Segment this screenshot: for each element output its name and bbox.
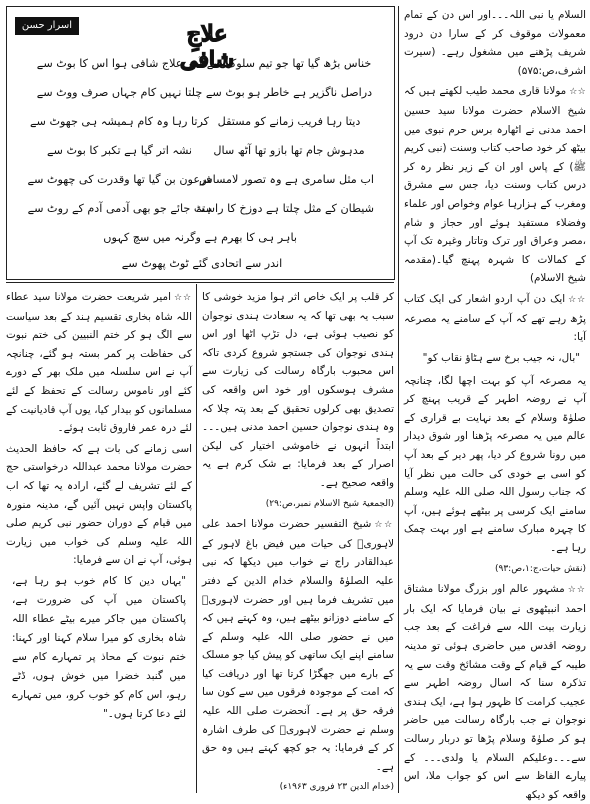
column-divider [196, 284, 197, 793]
reference: (خدام الدین ۲۳ فروری ۱۹۶۳ء) [279, 782, 394, 793]
paragraph [6, 288, 192, 438]
reference: (نقش حیات،ج:۱،ص:۹۳) [494, 563, 586, 574]
paragraph-text: مولانا قاری محمد طیب لکھتے ہیں کہ شیخ الاسلام حضرت مولانا سید حسین احمد مدنی نے اٹھارہ برس حرم نبوی میں بیٹھ کر خود صاحب کتاب وسنت (نبی کریم ﷺ) کے پاس اور ان کے زیر نظر رہ کر درس کتاب وسنت دیا، جس سے مشرق ومغرب کے ہزارہا عوام وخواص اور علماء وفضلاء مستفید ہوئے اور حجاز و شام ،مصر وعراق اور ترک وتاتار وغیرہ تک آپ کے کمالات کا شہرہ پہنچ گیا۔(مقدمہ شیخ الاسلام) [404, 85, 586, 285]
poem-line: دیتا رہا فریب زمانے کو مستقل [217, 115, 361, 128]
poem-closing-line: اندر سے اتحادی گئے ٹوٹ پھوٹ سے [121, 257, 283, 270]
poem-line: شیطان کے مثل چلتا ہے دوزخ کا راستہ [195, 202, 374, 215]
poem-title: علاجِ شافی [180, 21, 234, 73]
poem-line: ہٹ جائے جو بھی آدمی آدم کے روٹ سے [27, 202, 212, 215]
star-icon: ☆☆ [569, 87, 587, 98]
poem-box [6, 6, 395, 280]
poem-line: دراصل ناگزیر ہے خاطر ہو بوٹ سے [205, 86, 373, 99]
paragraph [404, 580, 586, 804]
poem-line: آخر علاج شافی ہوا اس کا بوٹ سے [36, 57, 203, 70]
article-column-left [6, 288, 192, 794]
paragraph: السلام یا نبی اللہ۔۔۔اور اس دن کے تمام معمولات موقوف کر کے سارا دن درود شریف پڑھنے میں مشغول رہے۔ (سیرت اشرف،ص:۵۷۵) [404, 9, 586, 77]
poem-line: فرعون بن گیا تھا وقدرت کی چھوٹ سے [27, 173, 212, 186]
poem-line: چلتا نہیں کام جہاں صرف ووٹ سے [36, 86, 203, 99]
column-divider [398, 6, 399, 793]
article-column-right [404, 6, 587, 801]
paragraph-text: ایک دن آپ اردو اشعار کی ایک کتاب پڑھ رہے تھے کہ آپ کے سامنے یہ مصرعہ آیا: [404, 292, 586, 344]
poem-line: مدہوش جام تھا بازو تھا آٹھ سال [213, 144, 365, 157]
paragraph-text: امیر شریعت حضرت مولانا سید عطاء اللہ شاہ بخاری تقسیم ہند کے بعد سیاست سے الگ ہو کر ختم النبیین کی ختم نبوت کی حفاظت پر کمر بستہ ہو گئے، چنانچہ آپ نے اس سلسلہ میں ملک بھر کے دورے کئے اور ناموس رسالت کے تحفظ کے لئے مسلمانوں کو بیدار کیا، یوں آپ قادیانیت کے لئے درہ عمر فاروق ثابت ہوئے۔ [6, 291, 192, 435]
paragraph: اسی زمانے کی بات ہے کہ حافظ الحدیث حضرت مولانا محمد عبداللہ درخواستی حج کے لئے تشریف لے گئے، ارادہ یہ تھا کہ اب پاکستان واپس نہیں آئیں گے، مدینہ منورہ میں قیام کے دوران حضور نبی کریم صلی اللہ علیہ وسلم کی خواب میں زیارت ہوئی، آپ نے ان سے فرمایا: [6, 442, 192, 567]
reference: (الجمعیۃ شیخ الاسلام نمبر،ص:۲۹) [265, 498, 394, 509]
poem-line: نشہ اتر گیا ہے تکبر کا بوٹ سے [46, 144, 193, 157]
poem-author-badge: اسرار حسن پوری [15, 17, 79, 35]
paragraph-text: مشہور عالم اور بزرگ مولانا مشتاق احمد انبیٹھوی نے بیان فرمایا کہ ایک بار زیارت بیت اللہ سے فراغت کے بعد جب روضہ اقدس میں حاضری ہوئی تو مدینہ طیبہ کے قیام کے وقت مشائخ وقت سے یہ تذکرہ سنا کہ اسال روضہ اطہر سے عجیب کرامت کا ظہور ہوا ہے، ایک ہندی نوجوان نے جب بارگاہ رسالت میں حاضر ہو کر صلوٰۃ وسلام پڑھا تو دربار رسالت سے۔۔۔وعلیکم السلام یا ولدی۔۔۔ کے پیارے الفاظ سے اس کو جواب ملا، اس واقعہ کو دیکھ [404, 583, 586, 801]
paragraph [404, 82, 586, 288]
section-divider [6, 282, 394, 283]
paragraph [404, 290, 586, 347]
paragraph [202, 515, 394, 776]
quoted-verse: "بال، نہ جیب برخ سے ہٹاؤ نقاب کو" [422, 351, 580, 364]
paragraph-text: شیخ التفسیر حضرت مولانا احمد علی لاہوریؒ کی حیات میں فیض باغ لاہور کے عبدالقادر راج نے خواب میں دیکھا کہ نبی علیہ الصلوٰۃ والسلام خدام الدین کے دفتر میں تشریف فرما ہیں اور حضرت لاہوریؒ کے سامنے دوزانو بیٹھے ہیں، وہ کہتے ہیں کہ میں نے حضور صلی اللہ علیہ وسلم کے سامنے اپنے ایک ساتھی کو پیش کیا جو مسلک کے بارے میں جھگڑا کرتا تھا اور دریافت کیا کہ امت کے موجودہ فرقوں میں سے کون سا فرقہ حق پر ہے۔ آنحضرت صلی اللہ علیہ وسلم نے حضرت لاہوریؒ کی طرف اشارہ کر کے فرمایا: یہ جو کچھ کہتے ہیں وہ حق ہے۔ [202, 518, 394, 773]
paragraph: یہ مصرعہ آپ کو بہت اچھا لگا، چنانچہ آپ نے روضہ اطہر کے قریب پہنچ کر صلوٰۃ وسلام کے بعد نہایت بے قراری کے عالم میں یہ مصرعہ پڑھنا اور شوق دیدار میں رونا شروع کر دیا، پھر دیر کے بعد آپ کو اسی بے خودی کی حالت میں نظر آیا کہ جناب رسول اللہ صلی اللہ علیہ وسلم سامنے ایک کرسی پر بیٹھے ہوئے ہیں، آپ کا چہرہ مبارک سامنے ہے اور بہت چمک رہا ہے۔ [404, 374, 586, 555]
poem-line: خناس بڑھ گیا تھا جو تیم سلوک سے [206, 57, 372, 70]
star-icon: ☆☆ [374, 520, 395, 531]
poem-closing-line: باہر ہی کا بھرم ہے وگرنہ میں سچ کہوں [103, 231, 297, 244]
star-icon: ☆☆ [568, 294, 586, 305]
article-column-middle [202, 288, 394, 794]
poem-line: اب مثل سامری ہے وہ تصور لامساس [198, 173, 374, 186]
star-icon: ☆☆ [567, 585, 586, 596]
poem-line: کرتا رہا وہ کام ہمیشہ ہی جھوٹ سے [29, 115, 210, 128]
quoted-message: "یہاں دین کا کام خوب ہو رہا ہے، پاکستان میں آپ کی ضرورت ہے، پاکستان میں جاکر میرے بیٹے عطاء اللہ شاہ بخاری کو میرا سلام کہنا اور کہنا: ختم نبوت کے محاذ پر تمہارے کام سے میں گنبد خضرا میں خوش ہوں، ڈٹے رہو، اس کام کو خوب کرو، میں تمہارے لئے دعا کرتا ہوں۔" [12, 574, 186, 720]
star-icon: ☆☆ [173, 293, 192, 303]
paragraph: کر قلب پر ایک خاص اثر ہوا مزید خوشی کا سبب یہ بھی تھا کہ یہ سعادت ہندی نوجوان کو نصیب ہوئی ہے، دل تڑپ اٹھا اور اس ہندی نوجوان کی جستجو شروع کردی تاکہ اس محبوب بارگاہ رسالت کی زیارت سے مشرف ہوسکوں اور خود اس واقعہ کی تصدیق بھی کرلوں تحقیق کے بعد پتہ چلا کہ وہ ہندی نوجوان حسین احمد مدنی ہیں۔۔۔ ابتداً انہوں نے خاموشی اختیار کی لیکن اصرار کے بعد فرمایا: بے شک کرم ہے یہ واقعہ صحیح ہے۔ [202, 291, 394, 489]
